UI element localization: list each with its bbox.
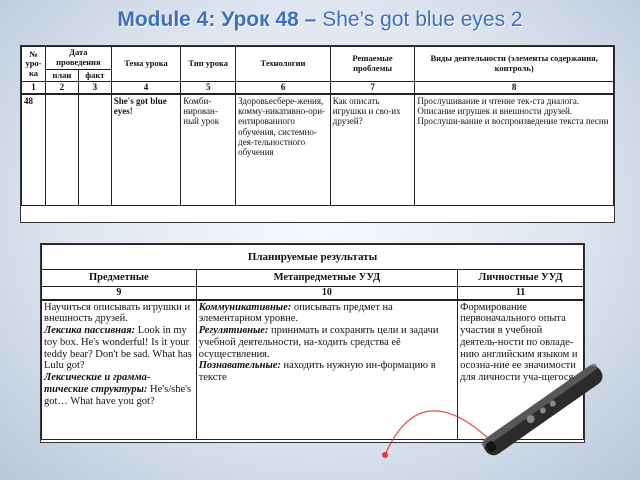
header-planned-results: Планируемые результаты <box>42 245 584 270</box>
column-number: 1 <box>22 82 46 94</box>
cognitive-label: Познавательные: <box>198 360 281 372</box>
cognitive-text: находить нужную ин-формацию в тексте <box>198 360 436 383</box>
column-number: 11 <box>458 287 584 300</box>
lesson-plan-table <box>21 46 614 206</box>
column-number: 8 <box>415 82 614 94</box>
column-number: 6 <box>236 82 331 94</box>
column-number: 2 <box>45 82 78 94</box>
header-meta-results: Метапредметные УУД <box>196 270 457 287</box>
header-topic: Тема урока <box>111 47 181 82</box>
regulative-label: Регулятивные: <box>198 325 269 336</box>
header-problems: Решаемые проблемы <box>330 47 415 82</box>
column-number: 7 <box>330 82 415 94</box>
cell-activities: Прослушивание и чтение тек-ста диалога. Описание игрушек и внешности друзей. Прослуши-вание и воспроизведение текста песни <box>415 94 614 206</box>
cell-technologies: Здоровьесбере-жения, комму-никативно-ори-ентированного обучения, системно-дея-тельностного обучения <box>236 94 331 206</box>
laser-pointer-image <box>380 345 620 475</box>
passive-vocab-label: Лексика пассивная: <box>44 325 136 336</box>
table-row <box>22 94 614 206</box>
header-personal-results: Личностные УУД <box>458 270 584 287</box>
structures-text: He's/she's got… What have you got? <box>44 383 192 407</box>
title-topic: She’s got blue eyes 2 <box>322 8 523 31</box>
cell-date-fact <box>78 94 111 206</box>
cell-subject-results <box>42 300 197 440</box>
cell-problems: Как описать игрушки и сво-их друзей? <box>330 94 415 206</box>
column-number: 4 <box>111 82 181 94</box>
header-lesson-number: № уро-ка <box>22 47 46 82</box>
header-technologies: Технологии <box>236 47 331 82</box>
header-date-plan: план <box>45 69 78 82</box>
column-number: 9 <box>42 287 197 300</box>
communicative-text: описывать предмет на элементарном уровне. <box>198 301 393 325</box>
header-activities: Виды деятельности (элементы содержания, контроль) <box>415 47 614 82</box>
communicative-label: Коммуникативные: <box>198 301 292 313</box>
cell-date-plan <box>45 94 78 206</box>
header-subject-results: Предметные <box>42 270 197 287</box>
header-date: Дата проведения <box>45 47 111 70</box>
lesson-plan-table-image <box>20 45 615 223</box>
cell-lesson-type: Комби-нирован-ный урок <box>181 94 236 206</box>
header-date-fact: факт <box>78 69 111 82</box>
regulative-text: принимать и сохранять цели и задачи учебной деятельности, на-ходить средства её осуществления. <box>198 325 439 360</box>
cell-personal-results: Формирование первоначального опыта участия в учебной деятель-ности по овладе-нию английским языком и осозна-ние ее значимости для личности уча-щегося <box>458 300 584 440</box>
slide-title <box>0 8 640 32</box>
column-number: 3 <box>78 82 111 94</box>
header-lesson-type: Тип урока <box>181 47 236 82</box>
cell-topic: She's got blue eyes! <box>111 94 181 206</box>
title-lesson: Урок 48 – <box>221 8 317 31</box>
subject-intro: Научиться описывать игрушки и внешность друзей. <box>44 301 191 325</box>
passive-vocab-text: Look in my toy box. He's wonderful! Is it your teddy bear? Don't be sad. What has Lulu got? <box>44 325 192 372</box>
column-number: 5 <box>181 82 236 94</box>
structures-label: Лексические и грамма-тические структуры: <box>44 372 151 395</box>
title-module: Module 4: <box>117 8 216 31</box>
column-number: 10 <box>196 287 457 300</box>
cell-lesson-number: 48 <box>22 94 46 206</box>
